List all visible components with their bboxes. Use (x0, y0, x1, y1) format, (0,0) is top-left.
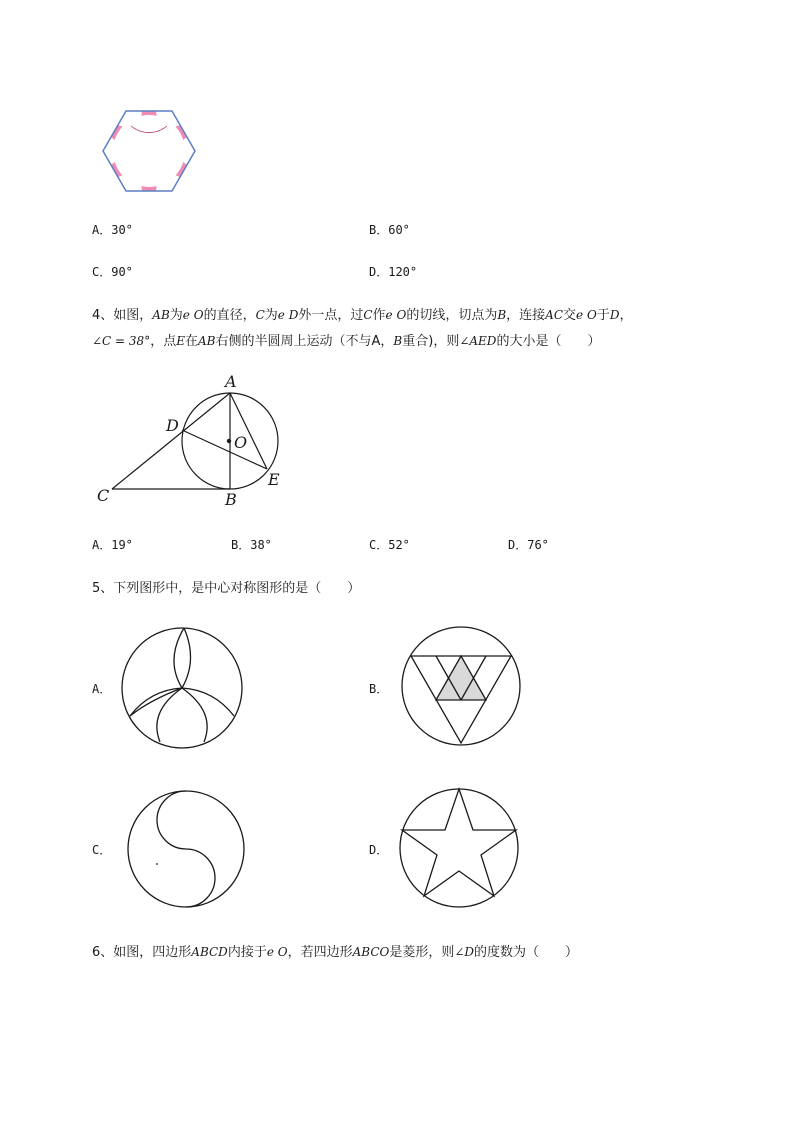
q4-math: e O (385, 308, 407, 322)
q3-option-b[interactable]: B．60° (369, 223, 410, 237)
q4-label-a: A (225, 372, 237, 391)
q4-math: E (176, 334, 185, 348)
q4-text: 在 (184, 334, 198, 349)
q4-text: 为 (264, 308, 278, 323)
q6-text: 的度数为（ ） (474, 945, 579, 960)
q4-option-d[interactable]: D．76° (508, 538, 549, 552)
q4-math: e D (277, 308, 299, 322)
q4-text: 重合)，则 (402, 334, 460, 349)
q4-text: 于 (596, 308, 610, 323)
q5-option-c-figure[interactable] (120, 785, 250, 915)
q6-stem (92, 941, 578, 960)
q5-option-a-label[interactable]: A． (92, 682, 112, 696)
q5-option-d-label[interactable]: D． (369, 843, 389, 857)
q5-option-d-figure[interactable] (396, 785, 526, 915)
q5-option-b-figure[interactable] (396, 622, 526, 752)
q4-math: AC (545, 308, 564, 322)
q4-label-o: O (234, 433, 248, 452)
q4-text: 作 (372, 308, 386, 323)
q4-label-b: B (225, 490, 237, 509)
q6-math: ABCD (191, 945, 228, 959)
q6-math: ABCO (352, 945, 390, 959)
q4-option-c[interactable]: C．52° (369, 538, 410, 552)
q5-option-c-label[interactable]: C． (92, 843, 112, 857)
q4-math: e O (576, 308, 597, 322)
q4-math: C (255, 308, 265, 322)
q4-text: 的切线，切点为 (406, 308, 498, 323)
q4-math: AB (152, 308, 170, 322)
q4-label-c: C (97, 486, 110, 505)
q6-text: 是菱形，则 (389, 945, 455, 960)
q3-option-a[interactable]: A．30° (92, 223, 133, 237)
q4-geometry-figure (90, 370, 290, 510)
q4-label-d: D (166, 416, 179, 435)
q5-option-b-label[interactable]: B． (369, 682, 389, 696)
q6-text: ，若四边形 (287, 945, 353, 960)
q4-text: 右侧的半圆周上运动（不与 (215, 334, 372, 349)
q4-math: B (393, 334, 403, 348)
q4-label-e: E (268, 470, 280, 489)
q4-math: B (497, 308, 507, 322)
q6-math: ∠D (454, 945, 475, 959)
q4-text: 的直径， (203, 308, 256, 323)
q6-text: 内接于 (227, 945, 267, 960)
q4-text: ， (380, 334, 394, 349)
q5-stem: 5、下列图形中，是中心对称图形的是（ ） (92, 581, 361, 596)
q3-option-c[interactable]: C．90° (92, 265, 133, 279)
q4-math: AB (198, 334, 216, 348)
q4-math: e O (182, 308, 204, 322)
q4-text: 交 (563, 308, 577, 323)
q4-stem-line2 (92, 330, 600, 349)
q4-option-b[interactable]: B．38° (231, 538, 272, 552)
q6-text: 如图，四边形 (113, 945, 192, 960)
q4-text: 为 (169, 308, 183, 323)
q4-text: ，连接 (506, 308, 546, 323)
q6-math: e O (266, 945, 288, 959)
q4-text: ， (619, 308, 633, 323)
q4-text: 外一点，过 (298, 308, 364, 323)
q4-math: ∠C = 38° (92, 334, 151, 348)
q4-math: C (363, 308, 373, 322)
q4-text: A (371, 334, 381, 349)
q3-option-d[interactable]: D．120° (369, 265, 418, 279)
q4-text: 的大小是（ ） (496, 334, 601, 349)
q4-math: ∠AED (459, 334, 497, 348)
q4-text: 如图， (113, 308, 153, 323)
q3-hexagon-figure (100, 108, 200, 198)
q4-option-a[interactable]: A．19° (92, 538, 133, 552)
q4-stem-line1 (92, 304, 632, 323)
q4-text: ，点 (150, 334, 177, 349)
q4-math: D (609, 308, 620, 322)
q5-option-a-figure[interactable] (118, 622, 248, 752)
q6-number: 6、 (92, 945, 114, 960)
q4-number: 4、 (92, 308, 114, 323)
